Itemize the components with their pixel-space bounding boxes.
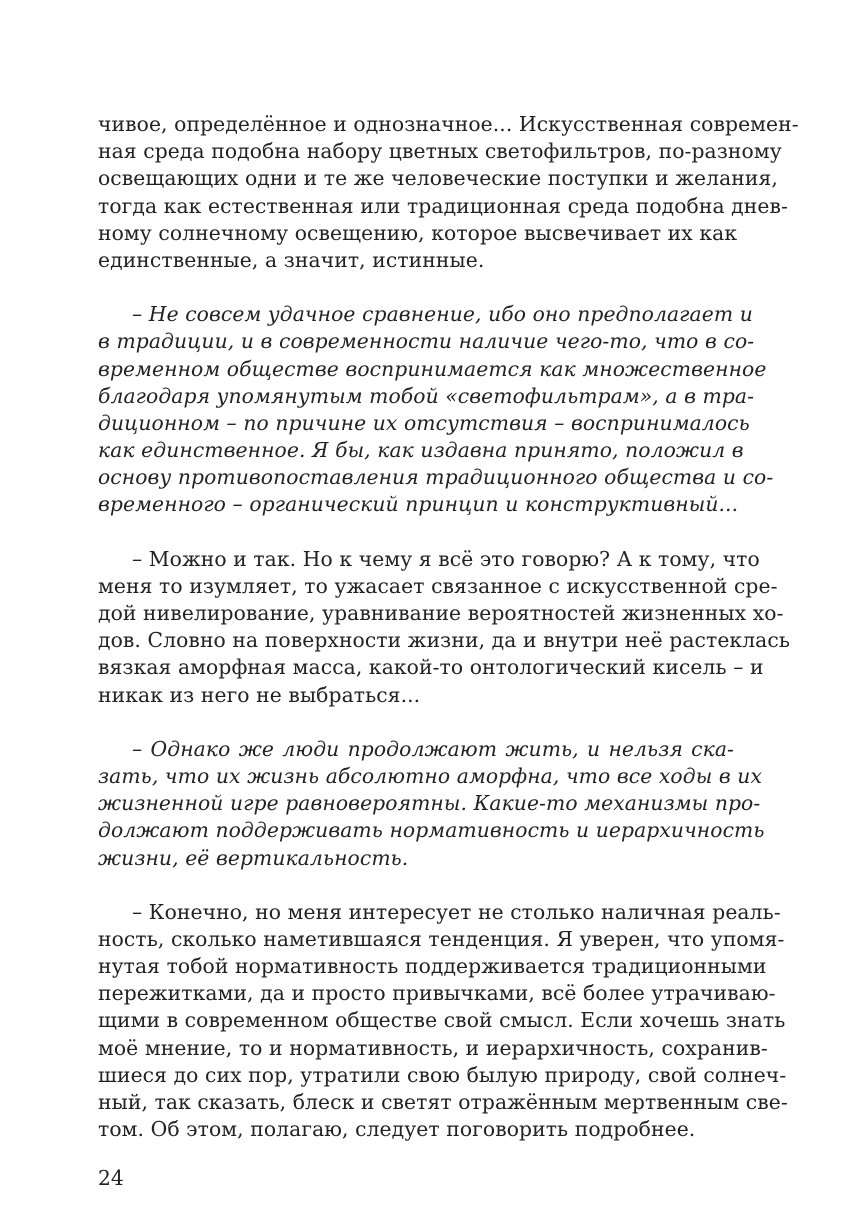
text-line: дой нивелирование, уравнивание вероятностей жизненных хо- <box>98 601 784 625</box>
page-number: 24 <box>98 1166 124 1190</box>
paragraph-gap <box>98 519 734 546</box>
text-line: – Можно и так. Но к чему я всё это говорю? А к тому, что <box>132 546 760 571</box>
text-line: благодаря упомянутым тобой «светофильтрам», а в тра- <box>98 383 755 408</box>
text-line: – Однако же люди продолжают жить, и нельзя ска- <box>132 736 734 761</box>
text-line: временного – органический принцип и конструктивный... <box>98 492 739 517</box>
text-line: единственные, а значит, истинные. <box>98 247 485 272</box>
text-line: как единственное. Я бы, как издавна принято, положил в <box>98 438 744 463</box>
text-line: чивое, определённое и однозначное... Искусственная современ- <box>98 112 799 136</box>
text-line: – Не совсем удачное сравнение, ибо оно предполагает и <box>132 302 753 327</box>
text-line: временном обществе воспринимается как множественное <box>98 356 767 381</box>
text-line: никак из него не выбраться... <box>98 682 421 707</box>
page-text <box>98 111 799 1143</box>
text-line: в традиции, и в современности наличие чего-то, что в со- <box>98 329 755 354</box>
paragraph-2 <box>98 301 774 519</box>
paragraph-gap <box>98 872 734 899</box>
text-line: вязкая аморфная масса, какой-то онтологический кисель – и <box>98 655 764 680</box>
text-line: ный, так сказать, блеск и светят отражённым мертвенным све- <box>98 1090 788 1114</box>
text-line: жизненной игре равновероятны. Какие-то механизмы про- <box>98 791 761 816</box>
text-line: должают поддерживать нормативность и иерархичность <box>98 818 765 843</box>
paragraph-gap <box>98 709 734 736</box>
text-line: моё мнение, то и нормативность, и иерархичность, сохранив- <box>98 1035 768 1060</box>
text-line: зать, что их жизнь абсолютно аморфна, что все ходы в их <box>98 763 763 788</box>
text-line: – Конечно, но меня интересует не столько наличная реаль- <box>132 899 781 924</box>
text-line: нутая тобой нормативность поддерживается традиционными <box>98 954 767 979</box>
text-line: жизни, её вертикальность. <box>98 845 409 870</box>
paragraph-5 <box>98 899 788 1144</box>
text-line: ность, сколько наметившаяся тенденция. Я уверен, что упомя- <box>98 926 785 951</box>
text-line: шиеся до сих пор, утратили свою былую природу, свой солнеч- <box>98 1062 787 1087</box>
text-line: тогда как естественная или традиционная среда подобна днев- <box>98 193 788 218</box>
text-line: освещающих одни и те же человеческие поступки и желания, <box>98 166 778 191</box>
text-line: щими в современном обществе свой смысл. Если хочешь знать <box>98 1008 786 1033</box>
text-line: том. Об этом, полагаю, следует поговорить подробнее. <box>98 1117 696 1142</box>
paragraph-4 <box>98 736 765 872</box>
text-line: дов. Словно на поверхности жизни, да и внутри неё растеклась <box>98 628 790 653</box>
text-line: диционном – по причине их отсутствия – воспринималось <box>98 410 750 435</box>
text-line: основу противопоставления традиционного общества и со- <box>98 465 774 490</box>
text-line: меня то изумляет, то ужасает связанное с искусственной сре- <box>98 573 778 598</box>
text-line: ная среда подобна набору цветных светофильтров, по-разному <box>98 139 782 164</box>
text-line: ному солнечному освещению, которое высвечивает их как <box>98 220 738 245</box>
paragraph-1 <box>98 111 799 274</box>
text-line: пережитками, да и просто привычками, всё более утрачиваю- <box>98 981 776 1006</box>
paragraph-gap <box>98 274 734 301</box>
paragraph-3 <box>98 546 790 709</box>
